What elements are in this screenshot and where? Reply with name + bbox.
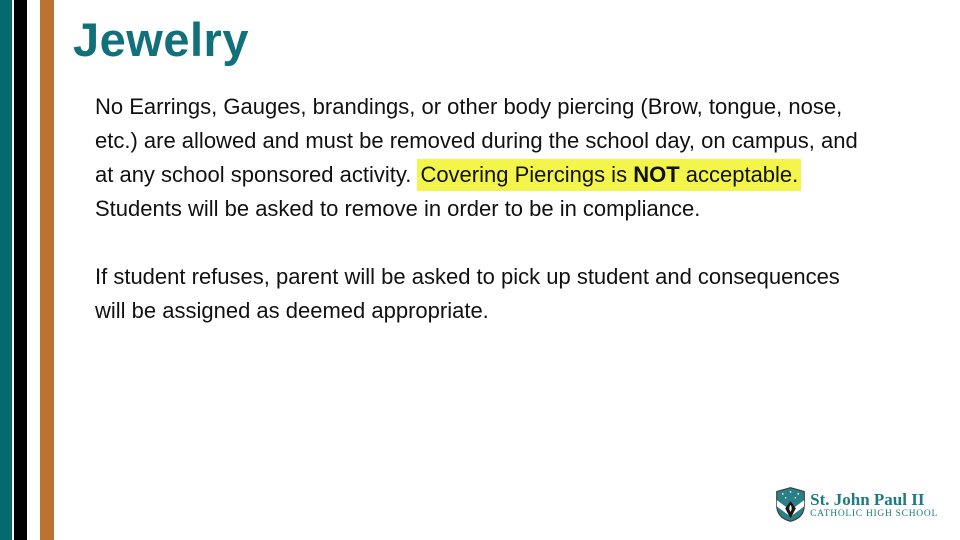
body-line xyxy=(95,192,950,226)
left-stripe-black xyxy=(14,0,27,540)
school-logo xyxy=(776,487,938,522)
body-text-segment: If student refuses, parent will be asked to pick up student and consequences xyxy=(95,264,840,289)
slide-title: Jewelry xyxy=(73,13,249,66)
highlighted-text: acceptable. xyxy=(680,159,802,191)
school-shield-icon xyxy=(776,487,805,522)
school-subtitle: CATHOLIC HIGH SCHOOL xyxy=(810,508,938,519)
school-logo-text xyxy=(810,490,938,520)
body-text-segment: will be assigned as deemed appropriate. xyxy=(95,298,489,323)
body-text-segment: No Earrings, Gauges, brandings, or other body piercing (Brow, tongue, nose, xyxy=(95,94,843,119)
body-line xyxy=(95,158,950,192)
body-text-segment: Students will be asked to remove in order to be in compliance. xyxy=(95,196,701,221)
highlighted-text: Covering Piercings is xyxy=(417,159,633,191)
body-text xyxy=(95,90,950,362)
body-line xyxy=(95,294,950,328)
body-paragraph xyxy=(95,260,950,328)
body-text-segment: etc.) are allowed and must be removed during the school day, on campus, and xyxy=(95,128,858,153)
left-stripe-teal xyxy=(0,0,12,540)
body-text-segment: at any school sponsored activity. xyxy=(95,162,418,187)
school-name: St. John Paul II xyxy=(810,489,925,509)
highlighted-text: NOT xyxy=(633,159,679,191)
body-line xyxy=(95,90,950,124)
body-line xyxy=(95,124,950,158)
body-paragraph xyxy=(95,90,950,226)
left-stripe-orange xyxy=(40,0,54,540)
body-line xyxy=(95,260,950,294)
